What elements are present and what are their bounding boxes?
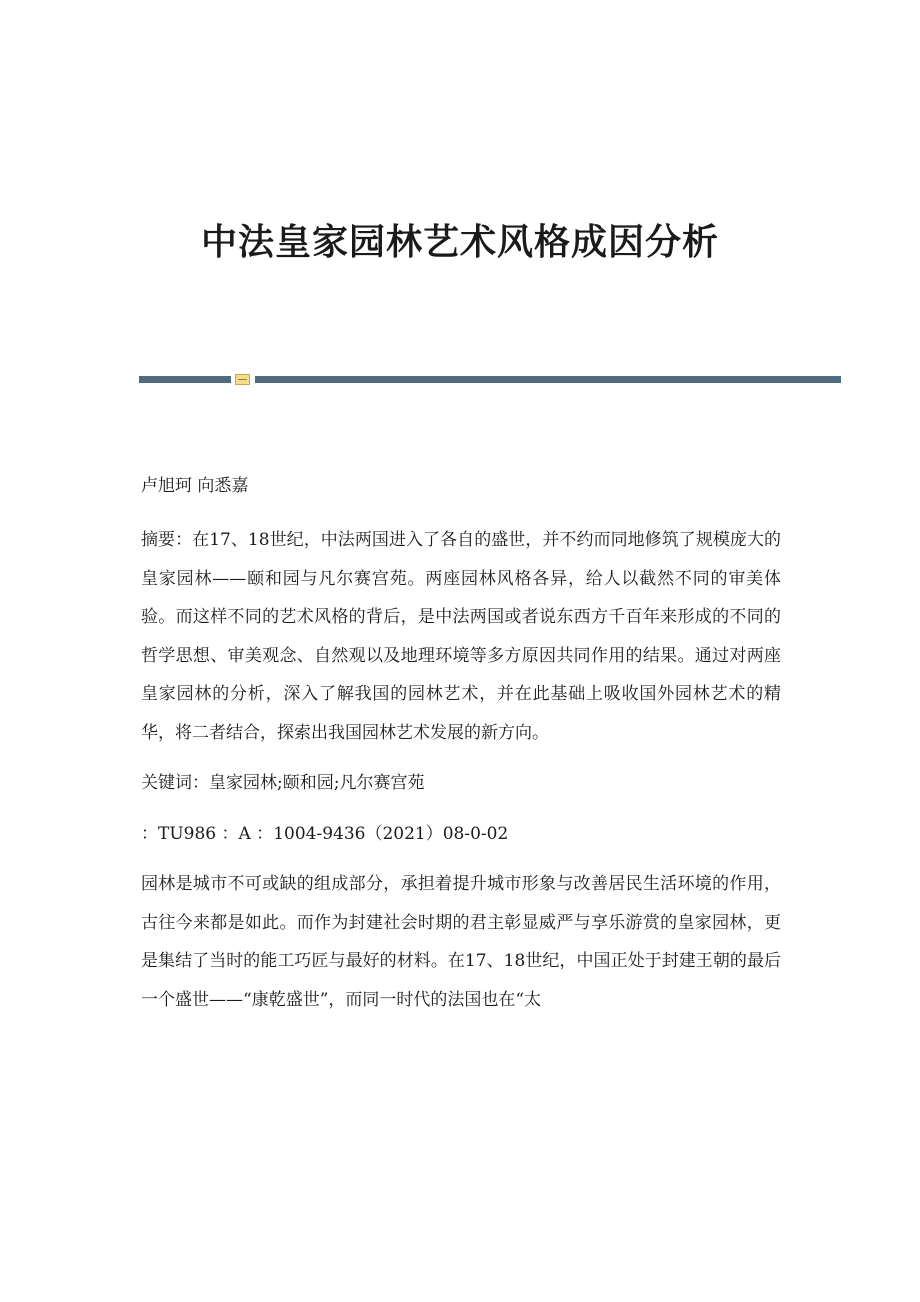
title-divider — [139, 374, 841, 386]
keywords-paragraph — [141, 764, 781, 803]
document-body — [141, 521, 781, 1031]
divider-bar-right — [255, 376, 841, 383]
page-title: 中法皇家园林艺术风格成因分析 — [200, 221, 719, 263]
divider-bar-left — [139, 376, 231, 383]
abstract-label: 摘要： — [141, 530, 193, 550]
body-paragraph: 园林是城市不可或缺的组成部分，承担着提升城市形象与改善居民生活环境的作用，古往今来都是如此。而作为封建社会时期的君主彰显威严与享乐游赏的皇家园林，更是集结了当时的能工巧匠与最好的材料。在17、18世纪，中国正处于封建王朝的最后一个盛世——“康乾盛世”，而同一时代的法国也在“太 — [141, 874, 781, 1010]
classification-line: ：TU986 ：A ：1004-9436（2021）08-0-02 — [141, 823, 509, 844]
authors: 卢旭珂 向悉嘉 — [141, 476, 249, 496]
keywords-label: 关键词： — [141, 773, 209, 793]
keywords-text: 皇家园林;颐和园;凡尔赛宫苑 — [209, 773, 425, 793]
abstract-text: 在17、18世纪，中法两国进入了各自的盛世，并不约而同地修筑了规模庞大的皇家园林——颐和园与凡尔赛宫苑。两座园林风格各异，给人以截然不同的审美体验。而这样不同的艺术风格的背后，是中法两国或者说东西方千百年来形成的不同的哲学思想、审美观念、自然观以及地理环境等多方原因共同作用的结果。通过对两座皇家园林的分析，深入了解我国的园林艺术，并在此基础上吸收国外园林艺术的精华，将二者结合，探索出我国园林艺术发展的新方向。 — [141, 530, 782, 743]
divider-ornament-icon — [235, 374, 250, 385]
abstract-paragraph — [141, 521, 781, 752]
